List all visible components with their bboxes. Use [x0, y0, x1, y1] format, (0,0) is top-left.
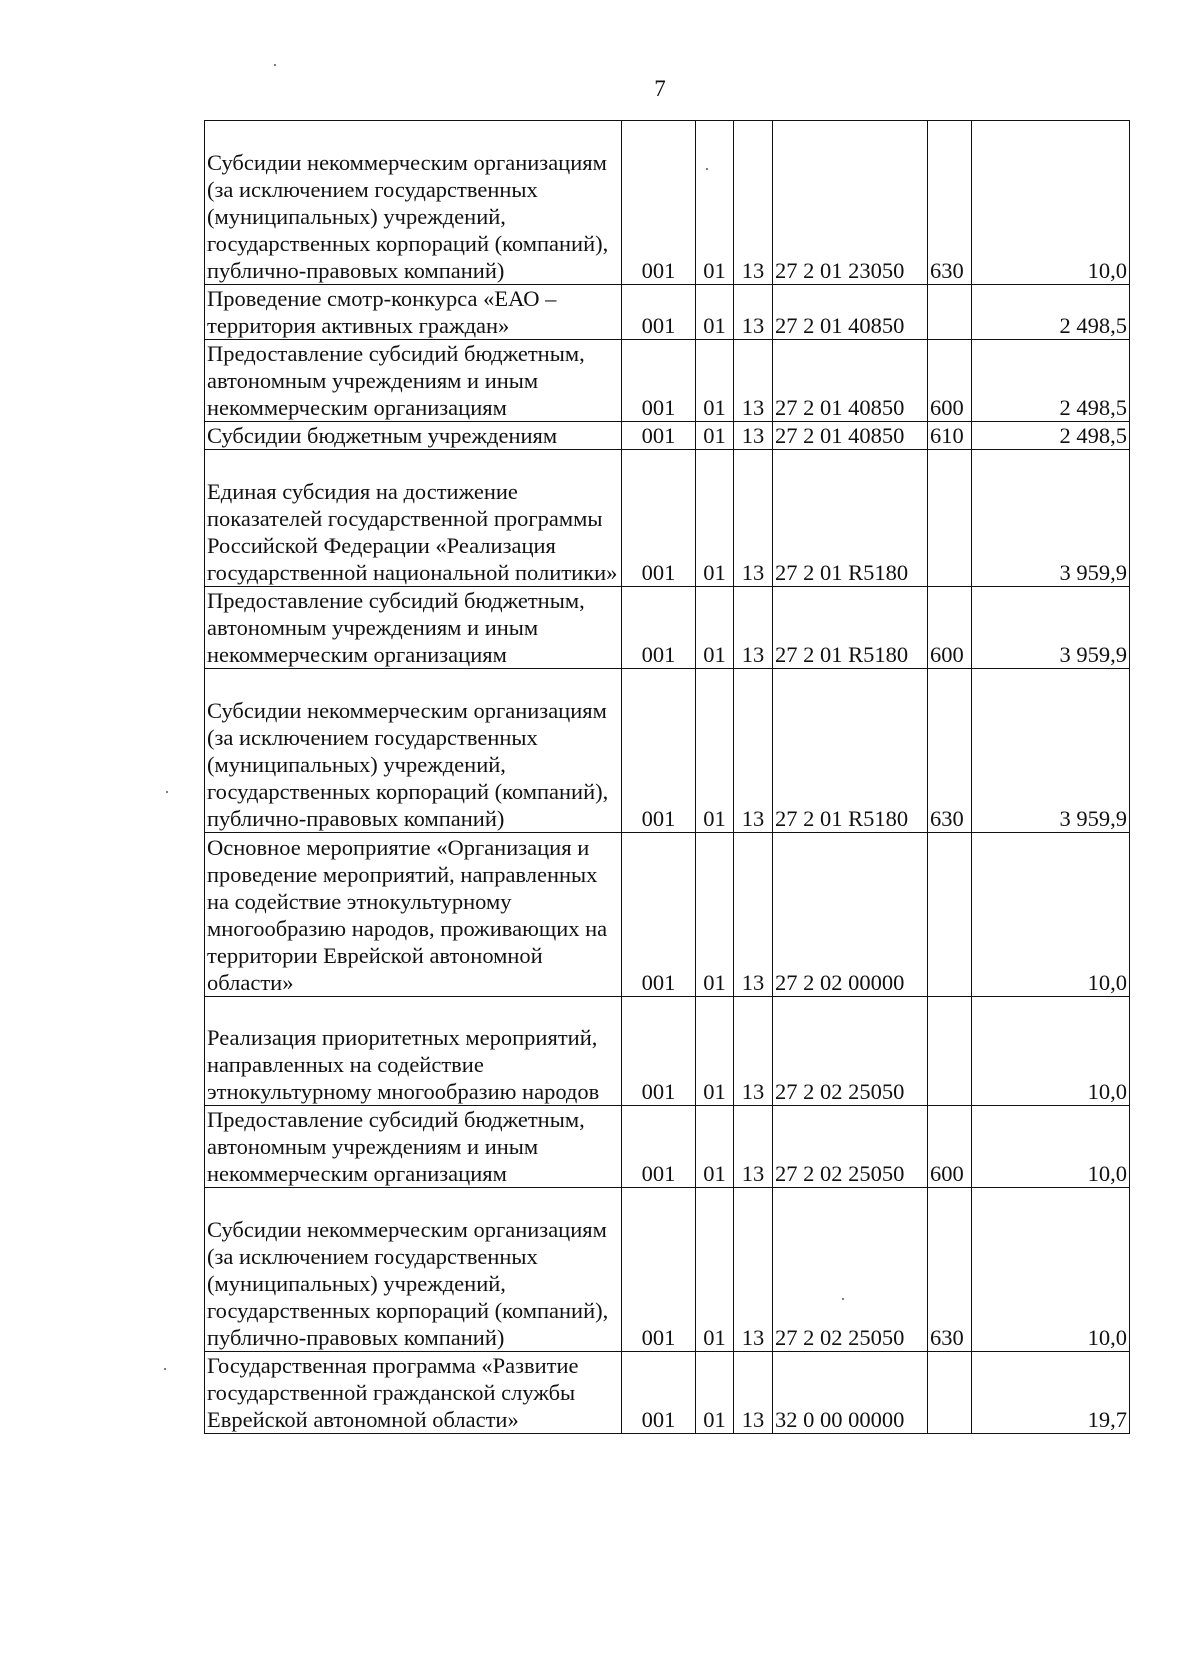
row-subsection-code: 13: [734, 669, 773, 833]
row-expense-type: [928, 1352, 972, 1434]
row-section-code: 01: [696, 285, 734, 340]
row-subsection-code: 13: [734, 997, 773, 1106]
row-subsection-code: 13: [734, 1106, 773, 1188]
row-name: Единая субсидия на достижение показателей государственной программы Российской Федерации «Реализация государственной национальной политики»: [205, 450, 622, 587]
row-target-article: 27 2 01 R5180: [773, 450, 928, 587]
row-target-article: 27 2 02 00000: [773, 833, 928, 997]
row-target-article: 27 2 01 40850: [773, 340, 928, 422]
row-admin-code: 001: [622, 285, 696, 340]
row-admin-code: 001: [622, 669, 696, 833]
scan-speck: [166, 791, 168, 793]
scan-speck: [164, 1368, 166, 1370]
row-target-article: 27 2 01 23050: [773, 121, 928, 285]
row-admin-code: 001: [622, 1188, 696, 1352]
row-target-article: 27 2 01 R5180: [773, 587, 928, 669]
row-name: Предоставление субсидий бюджетным, автономным учреждениям и иным некоммерческим организациям: [205, 1106, 622, 1188]
row-subsection-code: 13: [734, 833, 773, 997]
row-subsection-code: 13: [734, 587, 773, 669]
row-amount: 2 498,5: [972, 422, 1130, 450]
table-row: [205, 1188, 1130, 1352]
row-target-article: 27 2 01 40850: [773, 422, 928, 450]
row-expense-type: 600: [928, 340, 972, 422]
table-row: [205, 1352, 1130, 1434]
row-target-article: 27 2 02 25050: [773, 997, 928, 1106]
row-name: Субсидии некоммерческим организациям (за исключением государственных (муниципальных) учреждений, государственных корпораций (компаний), публично-правовых компаний): [205, 121, 622, 285]
table-row: [205, 997, 1130, 1106]
row-section-code: 01: [696, 833, 734, 997]
row-admin-code: 001: [622, 997, 696, 1106]
row-amount: 3 959,9: [972, 669, 1130, 833]
row-target-article: 27 2 01 R5180: [773, 669, 928, 833]
row-expense-type: [928, 997, 972, 1106]
row-target-article: 27 2 02 25050: [773, 1106, 928, 1188]
row-admin-code: 001: [622, 1352, 696, 1434]
row-section-code: 01: [696, 1106, 734, 1188]
row-name: Основное мероприятие «Организация и проведение мероприятий, направленных на содействие этнокультурному многообразию народов, проживающих на территории Еврейской автономной области»: [205, 833, 622, 997]
row-admin-code: 001: [622, 340, 696, 422]
row-admin-code: 001: [622, 833, 696, 997]
table-row: [205, 833, 1130, 997]
row-name: Субсидии некоммерческим организациям (за исключением государственных (муниципальных) учреждений, государственных корпораций (компаний), публично-правовых компаний): [205, 669, 622, 833]
row-name: Проведение смотр-конкурса «ЕАО – территория активных граждан»: [205, 285, 622, 340]
budget-table: [204, 120, 1130, 1434]
row-section-code: 01: [696, 121, 734, 285]
row-amount: 2 498,5: [972, 285, 1130, 340]
row-amount: 19,7: [972, 1352, 1130, 1434]
row-admin-code: 001: [622, 450, 696, 587]
row-amount: 10,0: [972, 997, 1130, 1106]
row-expense-type: [928, 450, 972, 587]
row-amount: 3 959,9: [972, 450, 1130, 587]
scan-speck: [274, 64, 276, 66]
row-expense-type: 630: [928, 121, 972, 285]
row-admin-code: 001: [622, 587, 696, 669]
table-row: [205, 285, 1130, 340]
row-section-code: 01: [696, 340, 734, 422]
row-section-code: 01: [696, 587, 734, 669]
row-amount: 10,0: [972, 833, 1130, 997]
row-subsection-code: 13: [734, 1352, 773, 1434]
row-admin-code: 001: [622, 121, 696, 285]
row-subsection-code: 13: [734, 340, 773, 422]
row-section-code: 01: [696, 997, 734, 1106]
row-amount: 3 959,9: [972, 587, 1130, 669]
row-expense-type: [928, 285, 972, 340]
row-section-code: 01: [696, 1188, 734, 1352]
row-name: Предоставление субсидий бюджетным, автономным учреждениям и иным некоммерческим организациям: [205, 340, 622, 422]
table-row: [205, 669, 1130, 833]
row-expense-type: 630: [928, 669, 972, 833]
row-admin-code: 001: [622, 422, 696, 450]
table-row: [205, 121, 1130, 285]
row-expense-type: 610: [928, 422, 972, 450]
page-number: 7: [654, 76, 666, 101]
row-name: Субсидии некоммерческим организациям (за исключением государственных (муниципальных) учреждений, государственных корпораций (компаний), публично-правовых компаний): [205, 1188, 622, 1352]
row-name: Реализация приоритетных мероприятий, направленных на содействие этнокультурному многообразию народов: [205, 997, 622, 1106]
row-subsection-code: 13: [734, 1188, 773, 1352]
row-amount: 10,0: [972, 1106, 1130, 1188]
row-expense-type: [928, 833, 972, 997]
row-expense-type: 600: [928, 587, 972, 669]
row-name: Предоставление субсидий бюджетным, автономным учреждениям и иным некоммерческим организациям: [205, 587, 622, 669]
row-section-code: 01: [696, 422, 734, 450]
row-subsection-code: 13: [734, 121, 773, 285]
row-subsection-code: 13: [734, 450, 773, 587]
table-row: [205, 340, 1130, 422]
row-expense-type: 630: [928, 1188, 972, 1352]
row-section-code: 01: [696, 669, 734, 833]
row-subsection-code: 13: [734, 285, 773, 340]
table-row: [205, 1106, 1130, 1188]
row-admin-code: 001: [622, 1106, 696, 1188]
row-name: Государственная программа «Развитие государственной гражданской службы Еврейской автономной области»: [205, 1352, 622, 1434]
row-expense-type: 600: [928, 1106, 972, 1188]
row-target-article: 27 2 02 25050: [773, 1188, 928, 1352]
row-subsection-code: 13: [734, 422, 773, 450]
table-row: [205, 422, 1130, 450]
row-amount: 2 498,5: [972, 340, 1130, 422]
row-section-code: 01: [696, 1352, 734, 1434]
row-amount: 10,0: [972, 1188, 1130, 1352]
row-section-code: 01: [696, 450, 734, 587]
row-amount: 10,0: [972, 121, 1130, 285]
row-target-article: 27 2 01 40850: [773, 285, 928, 340]
table-row: [205, 450, 1130, 587]
row-target-article: 32 0 00 00000: [773, 1352, 928, 1434]
row-name: Субсидии бюджетным учреждениям: [205, 422, 622, 450]
table-row: [205, 587, 1130, 669]
